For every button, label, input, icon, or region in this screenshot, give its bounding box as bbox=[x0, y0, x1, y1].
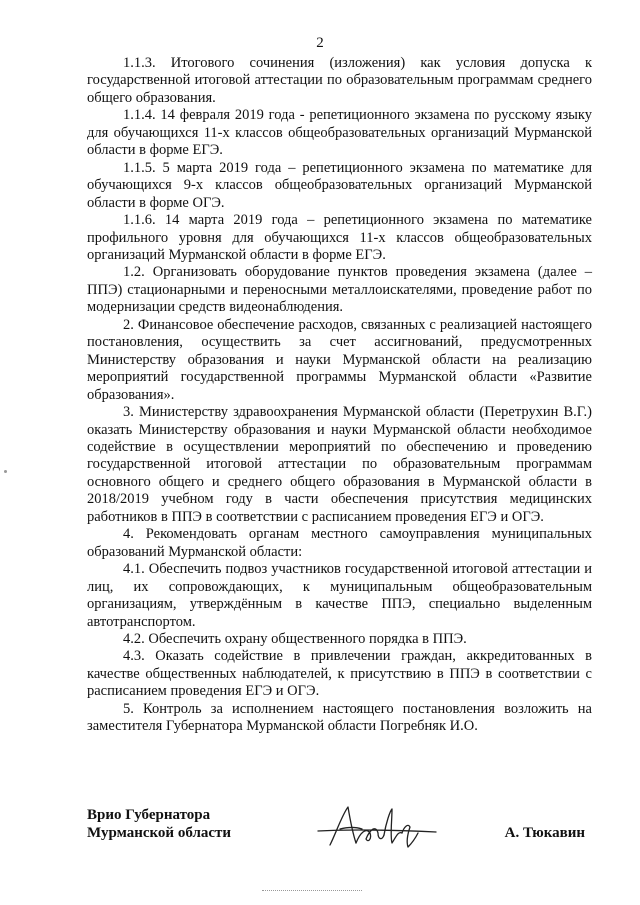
binding-hole-mark bbox=[4, 470, 7, 473]
document-body bbox=[87, 55, 592, 736]
paragraph: 3. Министерству здравоохранения Мурманской области (Перетрухин В.Г.) оказать Министерству образования и науки Мурманской области необходимое содействие в осуществлении мероприятий по обеспечению и проведению государственной итоговой аттестации по образовательным программам основного общего и среднего общего образования в Мурманской области в 2018/2019 учебном году в части обеспечения присутствия медицинских работников в ППЭ в соответствии с расписанием проведения ЕГЭ и ОГЭ. bbox=[87, 404, 592, 525]
signatory-name: А. Тюкавин bbox=[504, 825, 585, 841]
bottom-scan-mark bbox=[262, 890, 362, 893]
signatory-title-line1: Врио Губернатора bbox=[87, 807, 211, 823]
paragraph: 4.1. Обеспечить подвоз участников государственной итоговой аттестации и лиц, их сопровождающих, к муниципальным общеобразовательным организациям, утверждённым в качестве ППЭ, специально выделенным автотранспортом. bbox=[87, 561, 592, 630]
page-number: 2 bbox=[316, 35, 324, 51]
paragraph: 1.1.3. Итогового сочинения (изложения) как условия допуска к государственной итоговой аттестации по образовательным программам среднего общего образования. bbox=[87, 55, 592, 106]
paragraph: 1.1.4. 14 февраля 2019 года - репетиционного экзамена по русскому языку для обучающихся 11-х классов общеобразовательных организаций Мурманской области в форме ЕГЭ. bbox=[87, 107, 592, 159]
paragraph: 5. Контроль за исполнением настоящего постановления возложить на заместителя Губернатора Мурманской области Погребняк И.О. bbox=[87, 700, 592, 735]
paragraph: 4.2. Обеспечить охрану общественного порядка в ППЭ. bbox=[123, 630, 467, 647]
paragraph: 4.3. Оказать содействие в привлечении граждан, аккредитованных в качестве общественных наблюдателей, к присутствию в ППЭ в соответствии с расписанием проведения ЕГЭ и ОГЭ. bbox=[87, 648, 592, 700]
signatory-title-line2: Мурманской области bbox=[87, 824, 232, 841]
handwritten-signature bbox=[312, 803, 442, 851]
paragraph: 1.2. Организовать оборудование пунктов проведения экзамена (далее – ППЭ) стационарными и переносными металлоискателями, проведение работ по модернизации средств видеонаблюдения. bbox=[87, 264, 592, 316]
paragraph: 1.1.6. 14 марта 2019 года – репетиционного экзамена по математике профильного уровня для обучающихся 11-х классов общеобразовательных организаций Мурманской области в форме ЕГЭ. bbox=[87, 212, 592, 263]
paragraph: 1.1.5. 5 марта 2019 года – репетиционного экзамена по математике для обучающихся 9-х классов общеобразовательных организаций Мурманской области в форме ОГЭ. bbox=[87, 159, 592, 211]
paragraph: 4. Рекомендовать органам местного самоуправления муниципальных образований Мурманской области: bbox=[87, 526, 592, 560]
signature-block bbox=[87, 803, 592, 853]
signatory-title bbox=[87, 807, 231, 842]
paragraph: 2. Финансовое обеспечение расходов, связанных с реализацией настоящего постановления, осуществить за счет ассигнований, предусмотренных Министерству образования и науки Мурманской области на реализацию мероприятий государственной программы Мурманской области «Развитие образования». bbox=[87, 316, 592, 403]
